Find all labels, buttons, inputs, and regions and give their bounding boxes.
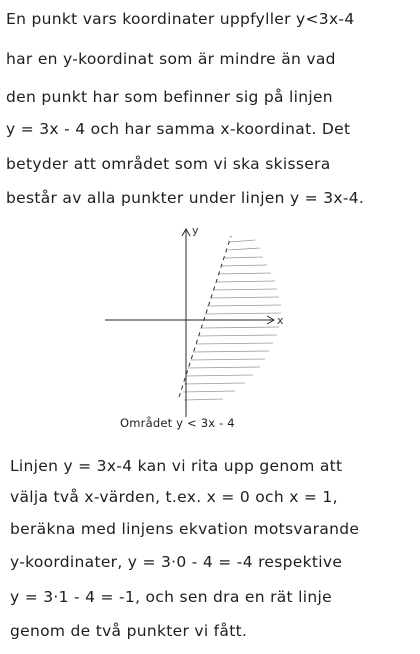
boundary-line <box>179 236 231 397</box>
paragraph-1-line-6: består av alla punkter under linjen y = 3x-4. <box>6 189 365 207</box>
region-sketch <box>95 222 295 432</box>
paragraph-1-line-3: den punkt har som befinner sig på linjen <box>6 88 333 106</box>
y-axis-label: y <box>192 224 199 237</box>
paragraph-1-line-2: har en y-koordinat som är mindre än vad <box>6 50 336 68</box>
paragraph-1-line-1: En punkt vars koordinater uppfyller y<3x-4 <box>6 10 355 28</box>
paragraph-2-line-5: y = 3·1 - 4 = -1, och sen dra en rät linje <box>10 588 332 606</box>
paragraph-2-line-3: beräkna med linjens ekvation motsvarande <box>10 520 360 538</box>
paragraph-2-line-4: y-koordinater, y = 3·0 - 4 = -4 respektive <box>10 553 343 571</box>
x-axis-label: x <box>277 314 284 327</box>
coordinate-system <box>95 222 295 432</box>
paragraph-1-line-5: betyder att området som vi ska skissera <box>6 155 331 173</box>
paragraph-2-line-6: genom de två punkter vi fått. <box>10 622 248 640</box>
paragraph-2-line-2: välja två x-värden, t.ex. x = 0 och x = 1, <box>10 488 338 506</box>
paragraph-1-line-4: y = 3x - 4 och har samma x-koordinat. Det <box>6 120 351 138</box>
paragraph-2-line-1: Linjen y = 3x-4 kan vi rita upp genom att <box>10 457 343 475</box>
figure-caption: Området y < 3x - 4 <box>120 416 235 430</box>
